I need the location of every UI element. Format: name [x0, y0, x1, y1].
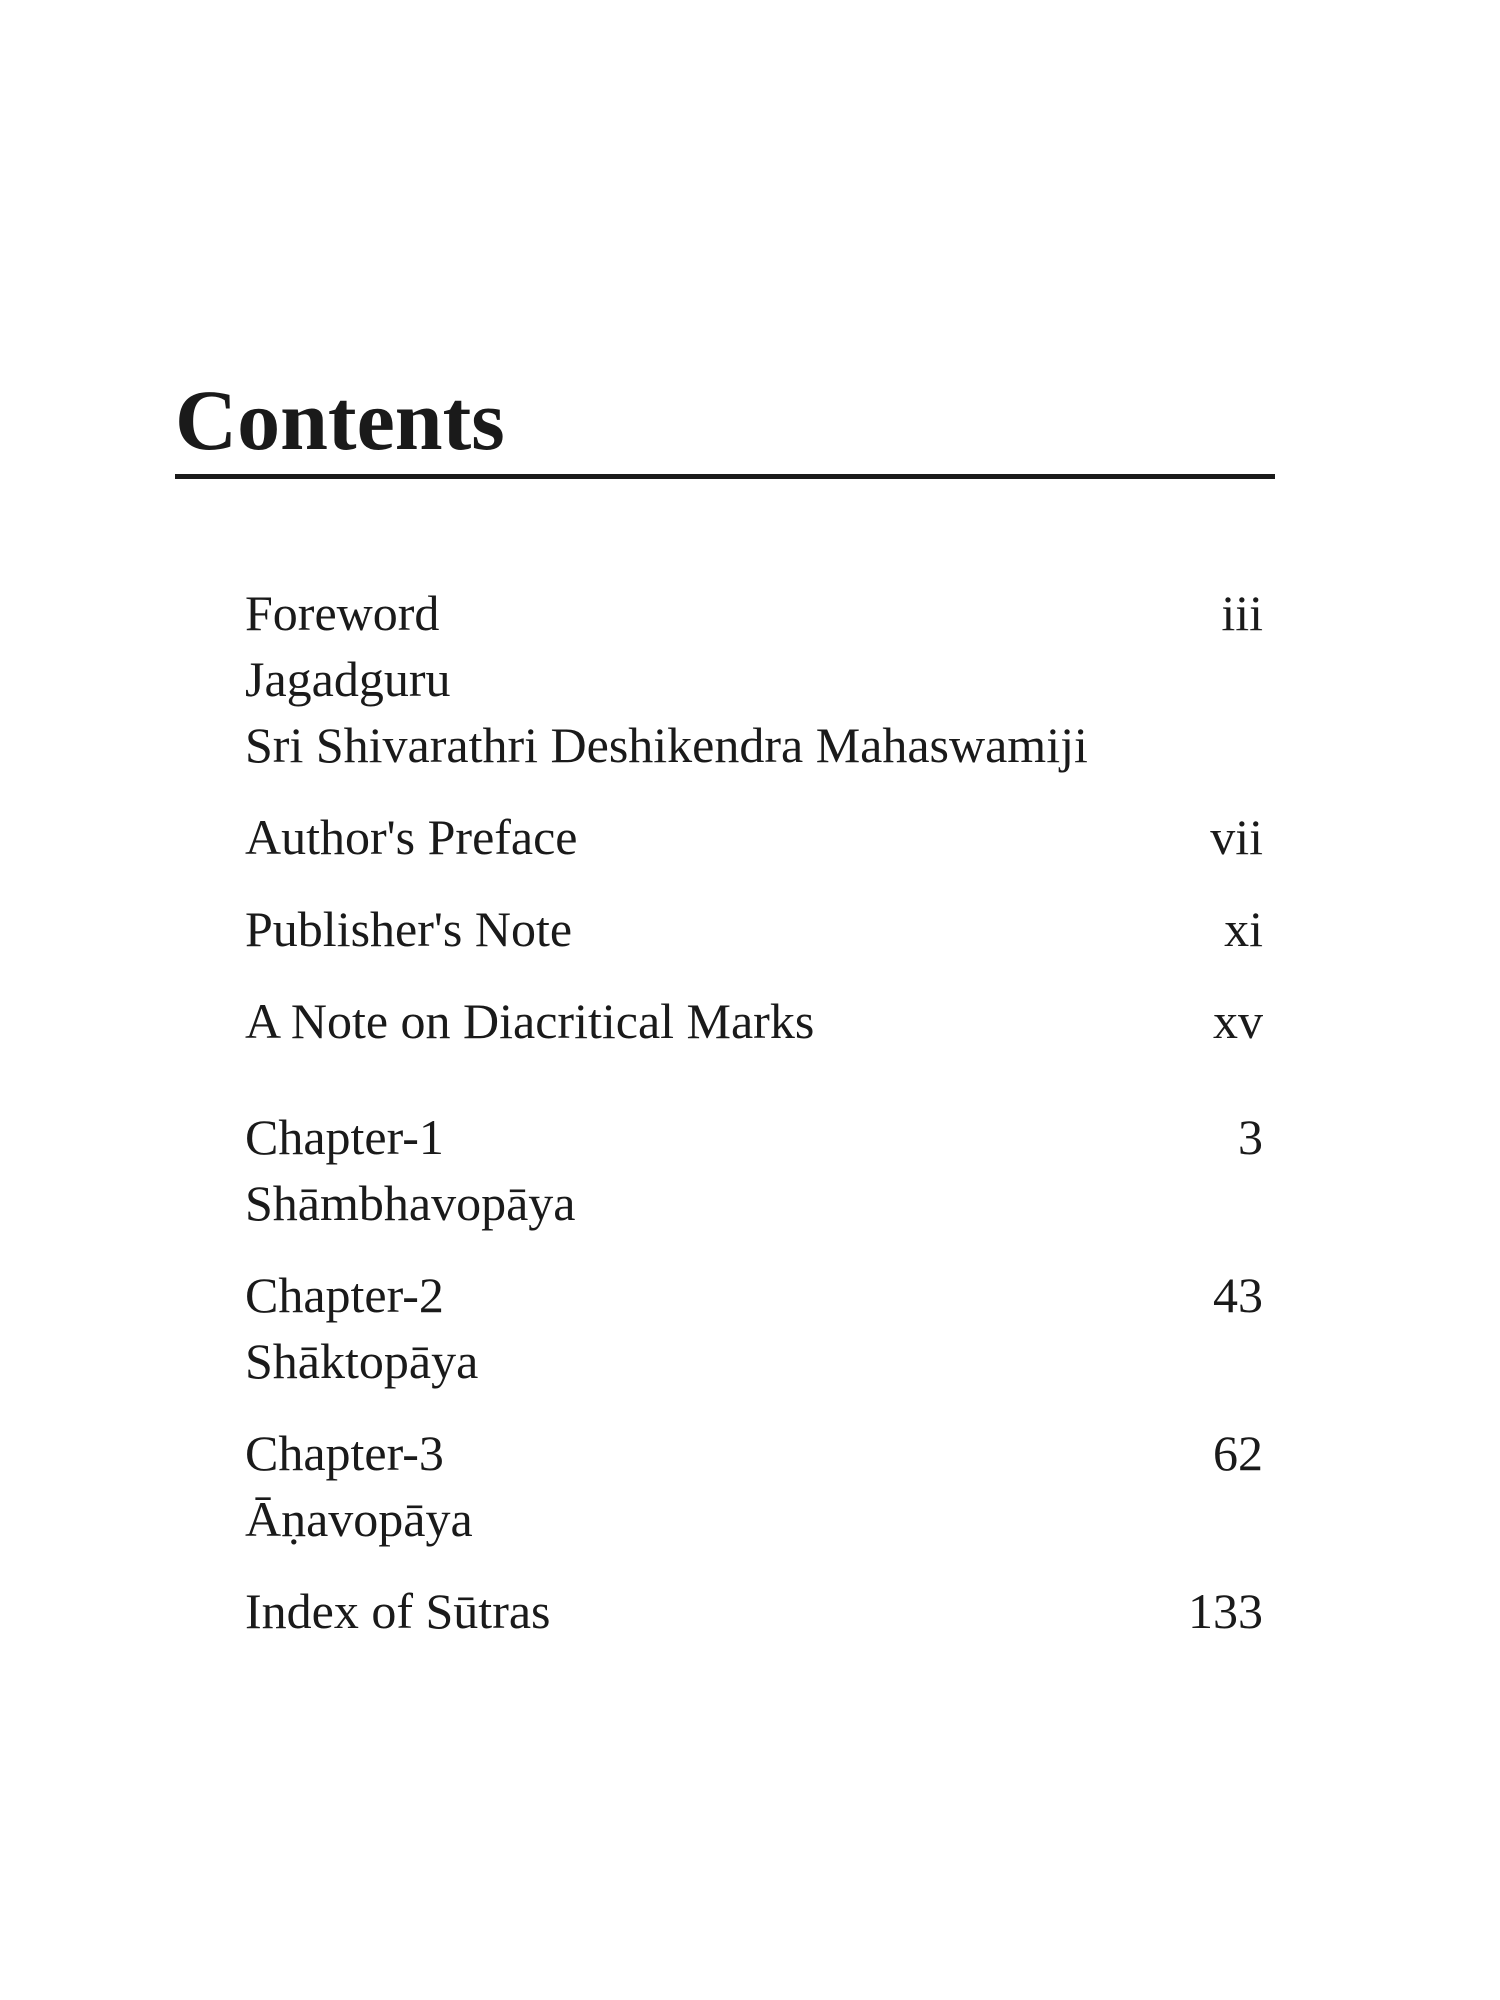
page-number: 43: [1213, 1267, 1263, 1323]
entry-subtitle: Sri Shivarathri Deshikendra Mahaswamiji: [245, 717, 1088, 773]
entry-title: Foreword: [245, 585, 440, 641]
toc-entry-authors-preface: [245, 804, 1263, 870]
entry-title: Chapter-2: [245, 1267, 444, 1323]
entry-title: Publisher's Note: [245, 901, 573, 957]
entry-title: Chapter-3: [245, 1425, 444, 1481]
entry-title: Author's Preface: [245, 809, 578, 865]
entry-title: Chapter-1: [245, 1109, 444, 1165]
page-number: 3: [1238, 1109, 1263, 1165]
toc-entry-chapter-2: [245, 1262, 1263, 1394]
page-title: Contents: [175, 372, 505, 468]
entry-subtitle: Shāktopāya: [245, 1333, 479, 1389]
entry-subtitle: Shāmbhavopāya: [245, 1175, 576, 1231]
page-number: 62: [1213, 1425, 1263, 1481]
page-number: iii: [1221, 585, 1263, 641]
page-number: 133: [1188, 1583, 1263, 1639]
table-of-contents: [245, 580, 1263, 1644]
toc-entry-publishers-note: [245, 896, 1263, 962]
title-rule: [175, 474, 1275, 479]
page-number: vii: [1210, 809, 1263, 865]
entry-subtitle: Āṇavopāya: [245, 1491, 473, 1547]
page-number: xi: [1224, 901, 1263, 957]
toc-entry-diacritical-marks: [245, 988, 1263, 1054]
toc-entry-foreword: [245, 580, 1263, 778]
entry-title: A Note on Diacritical Marks: [245, 993, 815, 1049]
entry-title: Index of Sūtras: [245, 1583, 551, 1639]
entry-subtitle: Jagadguru: [245, 651, 451, 707]
toc-entry-index-of-sutras: [245, 1578, 1263, 1644]
toc-entry-chapter-1: [245, 1104, 1263, 1236]
toc-entry-chapter-3: [245, 1420, 1263, 1552]
page-number: xv: [1213, 993, 1263, 1049]
